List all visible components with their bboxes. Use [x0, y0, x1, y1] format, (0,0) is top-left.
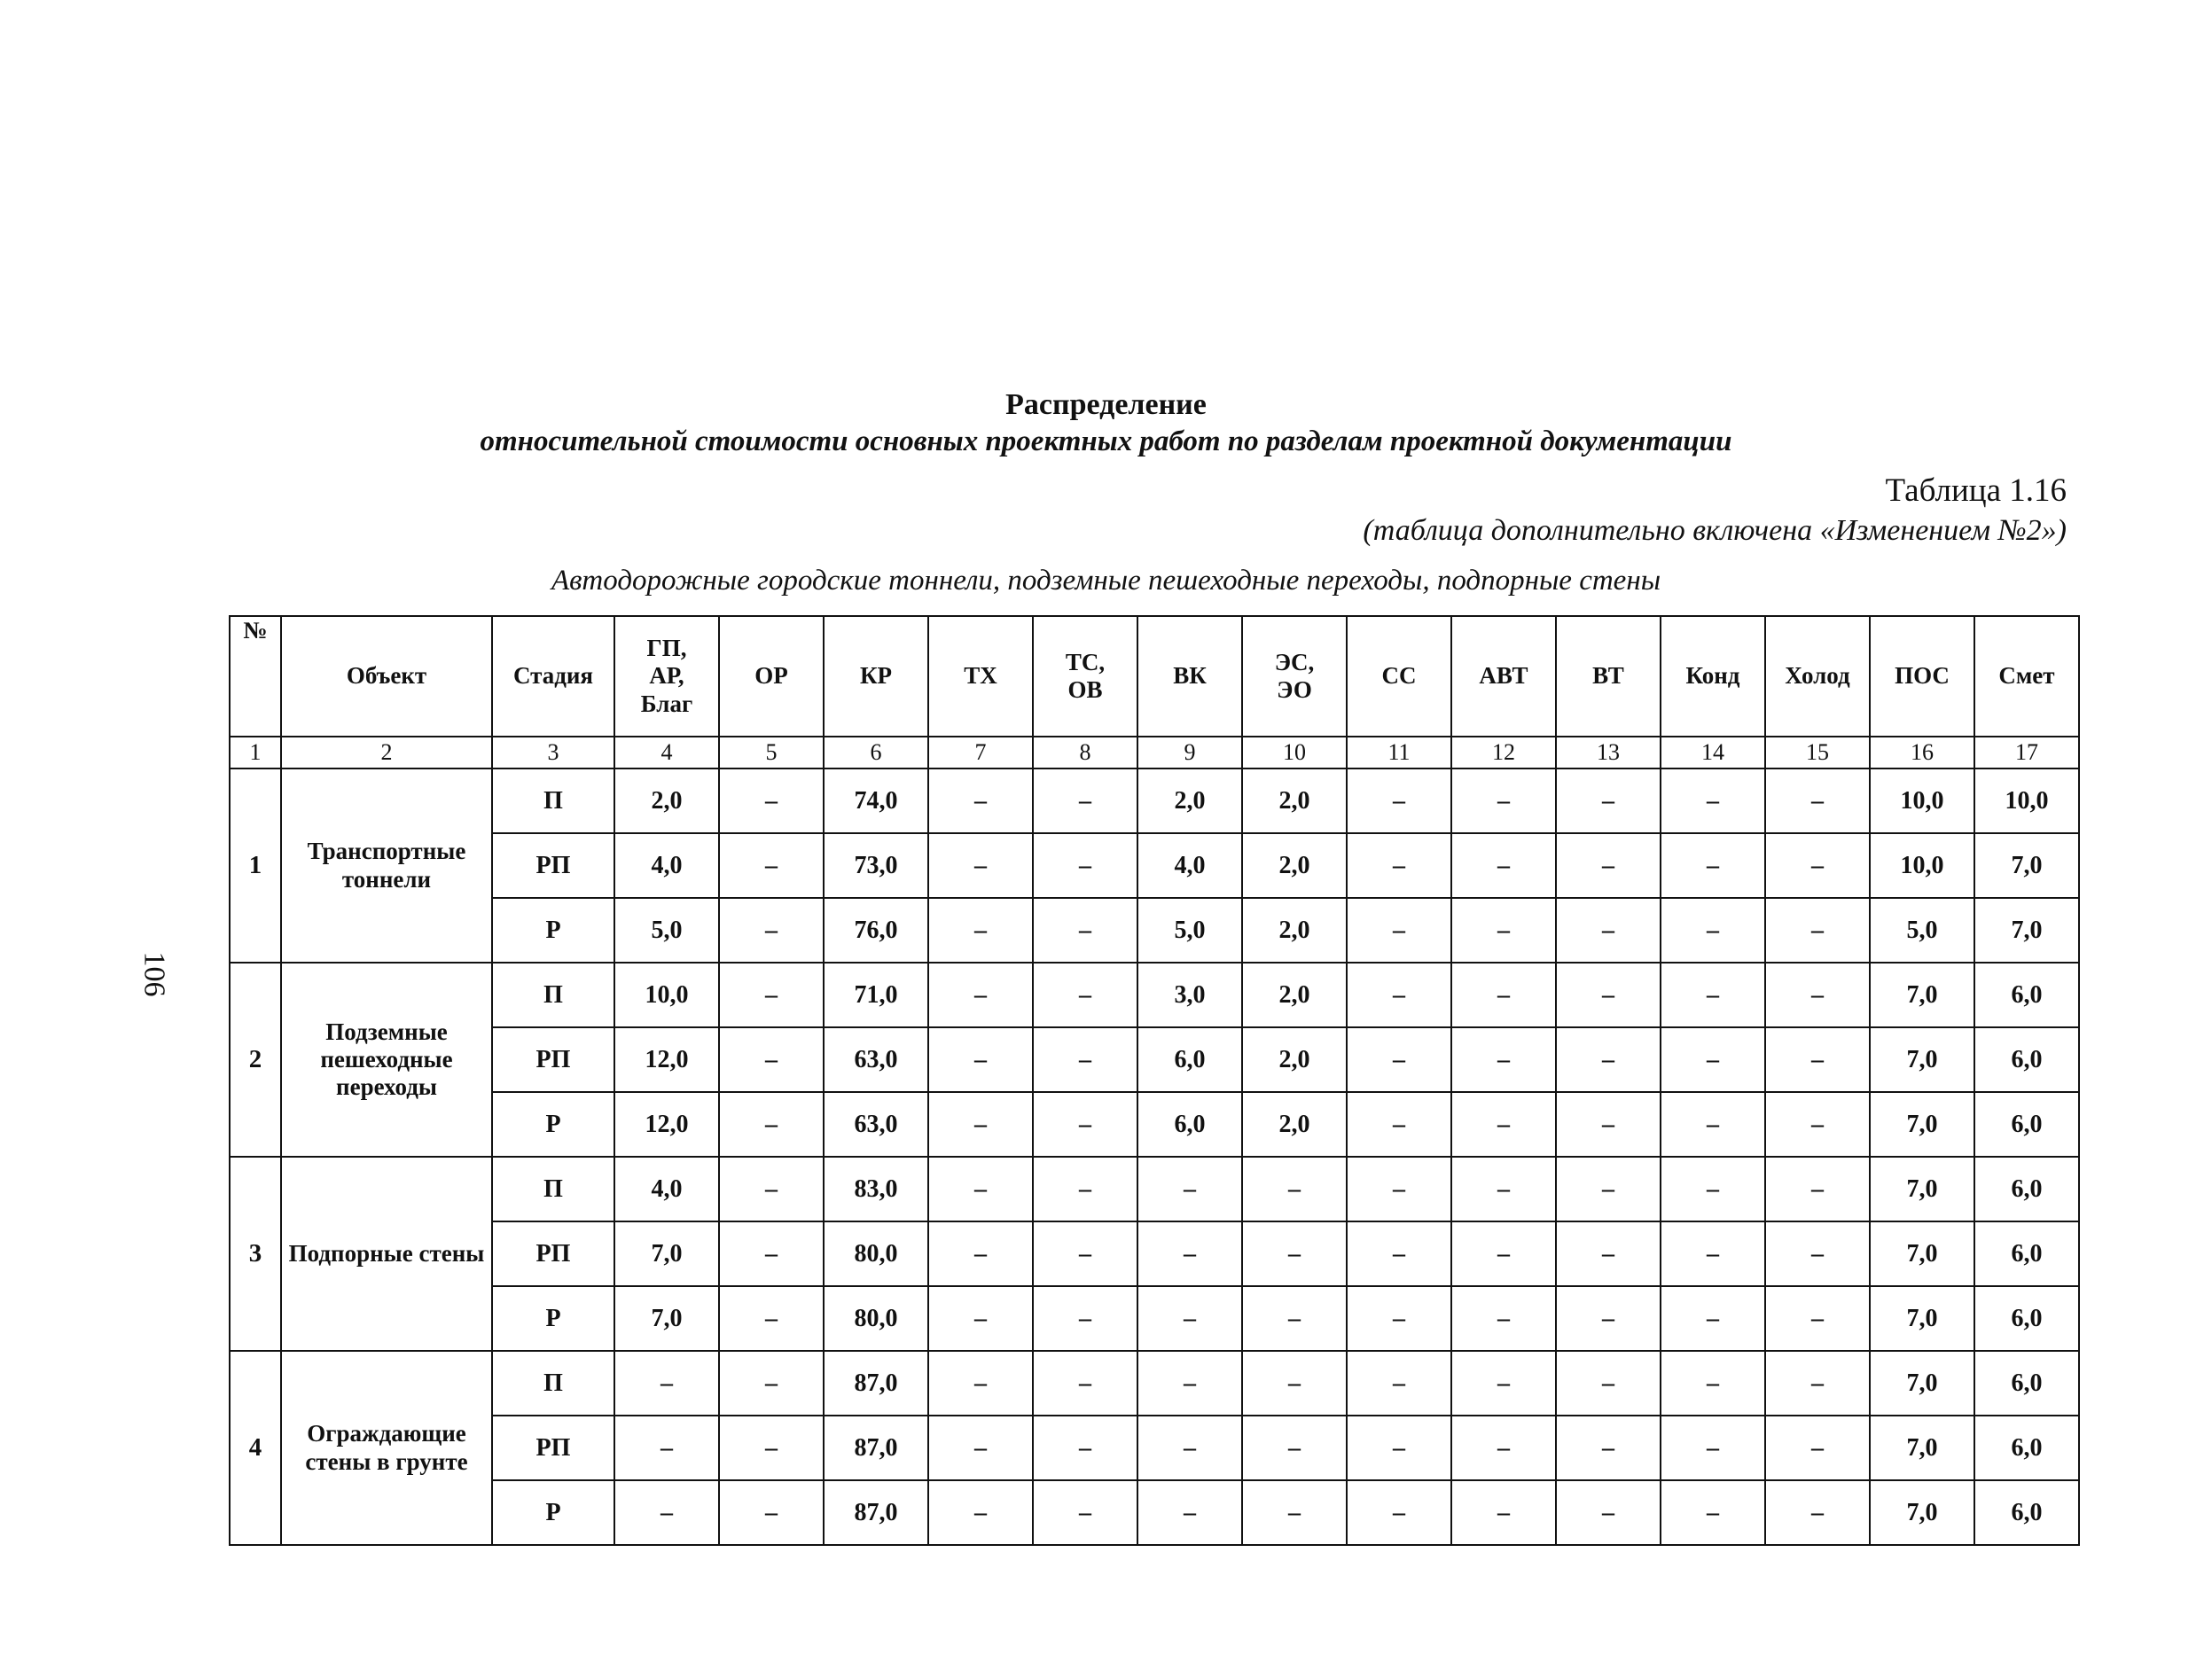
stage-cell: Р — [492, 1480, 614, 1545]
value-cell: – — [1556, 1480, 1661, 1545]
value-cell: 7,0 — [614, 1221, 719, 1286]
value-cell: – — [1765, 768, 1870, 833]
value-cell: – — [719, 1286, 824, 1351]
value-cell: – — [1661, 833, 1765, 898]
column-header: № — [230, 616, 281, 737]
value-cell: 63,0 — [824, 1027, 928, 1092]
value-cell: 80,0 — [824, 1221, 928, 1286]
value-cell: 10,0 — [1974, 768, 2079, 833]
value-cell: 76,0 — [824, 898, 928, 963]
value-cell: – — [1033, 833, 1137, 898]
stage-cell: Р — [492, 1092, 614, 1157]
value-cell: – — [719, 768, 824, 833]
column-number: 2 — [281, 737, 492, 768]
value-cell: – — [1661, 1416, 1765, 1480]
value-cell: 6,0 — [1974, 1480, 2079, 1545]
value-cell: – — [719, 1416, 824, 1480]
value-cell: – — [928, 1027, 1033, 1092]
value-cell: 4,0 — [614, 1157, 719, 1221]
value-cell: 2,0 — [1242, 963, 1347, 1027]
value-cell: – — [1347, 1351, 1451, 1416]
value-cell: 2,0 — [1242, 1092, 1347, 1157]
value-cell: – — [1347, 1092, 1451, 1157]
value-cell: – — [1556, 1286, 1661, 1351]
value-cell: 2,0 — [1137, 768, 1242, 833]
value-cell: – — [1347, 898, 1451, 963]
value-cell: – — [1033, 898, 1137, 963]
column-number: 15 — [1765, 737, 1870, 768]
value-cell: – — [1451, 1286, 1556, 1351]
value-cell: 7,0 — [1870, 1416, 1974, 1480]
value-cell: 6,0 — [1974, 1416, 2079, 1480]
value-cell: – — [1765, 1351, 1870, 1416]
value-cell: – — [614, 1416, 719, 1480]
value-cell: 7,0 — [614, 1286, 719, 1351]
value-cell: 10,0 — [1870, 833, 1974, 898]
column-number: 12 — [1451, 737, 1556, 768]
value-cell: – — [1661, 898, 1765, 963]
stage-cell: РП — [492, 1221, 614, 1286]
table-number: Таблица 1.16 — [1885, 472, 2067, 509]
value-cell: 5,0 — [614, 898, 719, 963]
column-header: АВТ — [1451, 616, 1556, 737]
value-cell: 10,0 — [1870, 768, 1974, 833]
value-cell: – — [1661, 963, 1765, 1027]
value-cell: – — [719, 1157, 824, 1221]
value-cell: – — [1661, 1092, 1765, 1157]
value-cell: – — [1033, 963, 1137, 1027]
value-cell: – — [1347, 1480, 1451, 1545]
value-cell: – — [1242, 1351, 1347, 1416]
value-cell: – — [1033, 1092, 1137, 1157]
value-cell: – — [1137, 1416, 1242, 1480]
value-cell: – — [1451, 963, 1556, 1027]
value-cell: 83,0 — [824, 1157, 928, 1221]
table-row — [230, 963, 2079, 1027]
value-cell: 5,0 — [1137, 898, 1242, 963]
value-cell: – — [1556, 768, 1661, 833]
value-cell: – — [1451, 898, 1556, 963]
column-number: 13 — [1556, 737, 1661, 768]
value-cell: – — [1033, 1351, 1137, 1416]
value-cell: – — [928, 1351, 1033, 1416]
table-row — [230, 1480, 2079, 1545]
value-cell: – — [1556, 1157, 1661, 1221]
value-cell: – — [928, 1416, 1033, 1480]
value-cell: 7,0 — [1870, 963, 1974, 1027]
table-row — [230, 1157, 2079, 1221]
value-cell: – — [1451, 1416, 1556, 1480]
object-number: 1 — [230, 768, 281, 963]
value-cell: – — [1765, 1092, 1870, 1157]
stage-cell: Р — [492, 1286, 614, 1351]
value-cell: 2,0 — [1242, 898, 1347, 963]
column-number: 14 — [1661, 737, 1765, 768]
column-number: 8 — [1033, 737, 1137, 768]
table-row — [230, 833, 2079, 898]
value-cell: – — [1661, 1221, 1765, 1286]
value-cell: – — [1137, 1157, 1242, 1221]
value-cell: – — [1242, 1221, 1347, 1286]
value-cell: – — [1765, 898, 1870, 963]
column-number: 10 — [1242, 737, 1347, 768]
column-number: 16 — [1870, 737, 1974, 768]
value-cell: 6,0 — [1974, 963, 2079, 1027]
value-cell: – — [719, 898, 824, 963]
value-cell: 87,0 — [824, 1480, 928, 1545]
table-note: (таблица дополнительно включена «Изменением №2») — [1363, 514, 2067, 547]
value-cell: – — [1451, 833, 1556, 898]
object-name: Ограждающие стены в грунте — [281, 1351, 492, 1545]
page-number: 106 — [137, 951, 171, 997]
value-cell: – — [1556, 963, 1661, 1027]
value-cell: – — [1556, 1092, 1661, 1157]
table-body — [230, 768, 2079, 1545]
value-cell: 4,0 — [614, 833, 719, 898]
value-cell: – — [1556, 1351, 1661, 1416]
value-cell: – — [1556, 1416, 1661, 1480]
value-cell: – — [1765, 1027, 1870, 1092]
value-cell: – — [928, 833, 1033, 898]
column-header: Стадия — [492, 616, 614, 737]
value-cell: 12,0 — [614, 1092, 719, 1157]
column-number: 9 — [1137, 737, 1242, 768]
value-cell: – — [1242, 1286, 1347, 1351]
stage-cell: РП — [492, 1027, 614, 1092]
value-cell: – — [1556, 898, 1661, 963]
table-row — [230, 1416, 2079, 1480]
value-cell: – — [1765, 1157, 1870, 1221]
value-cell: – — [1451, 1157, 1556, 1221]
document-title: Распределение — [1005, 388, 1207, 421]
value-cell: – — [1451, 768, 1556, 833]
value-cell: – — [719, 1351, 824, 1416]
object-number: 4 — [230, 1351, 281, 1545]
stage-cell: РП — [492, 833, 614, 898]
object-number: 3 — [230, 1157, 281, 1351]
value-cell: – — [1033, 1416, 1137, 1480]
object-name: Подпорные стены — [281, 1157, 492, 1351]
value-cell: – — [928, 1092, 1033, 1157]
value-cell: 7,0 — [1870, 1351, 1974, 1416]
value-cell: – — [1242, 1157, 1347, 1221]
value-cell: – — [1661, 1286, 1765, 1351]
value-cell: – — [1451, 1027, 1556, 1092]
value-cell: – — [928, 1480, 1033, 1545]
table-row — [230, 898, 2079, 963]
object-number: 2 — [230, 963, 281, 1157]
value-cell: 6,0 — [1974, 1027, 2079, 1092]
value-cell: – — [1347, 1221, 1451, 1286]
value-cell: – — [928, 898, 1033, 963]
value-cell: 6,0 — [1974, 1351, 2079, 1416]
value-cell: – — [1556, 1027, 1661, 1092]
value-cell: 12,0 — [614, 1027, 719, 1092]
column-number: 11 — [1347, 737, 1451, 768]
value-cell: – — [1033, 1286, 1137, 1351]
value-cell: – — [928, 1221, 1033, 1286]
value-cell: – — [1242, 1480, 1347, 1545]
value-cell: 7,0 — [1870, 1027, 1974, 1092]
value-cell: 3,0 — [1137, 963, 1242, 1027]
value-cell: – — [1033, 1157, 1137, 1221]
column-header: Объект — [281, 616, 492, 737]
stage-cell: П — [492, 1351, 614, 1416]
value-cell: – — [614, 1351, 719, 1416]
value-cell: 6,0 — [1974, 1157, 2079, 1221]
value-cell: – — [928, 1157, 1033, 1221]
value-cell: 10,0 — [614, 963, 719, 1027]
value-cell: 2,0 — [1242, 1027, 1347, 1092]
value-cell: – — [928, 963, 1033, 1027]
value-cell: 7,0 — [1974, 898, 2079, 963]
value-cell: – — [1451, 1092, 1556, 1157]
column-header: Конд — [1661, 616, 1765, 737]
value-cell: 7,0 — [1974, 833, 2079, 898]
value-cell: – — [1033, 1480, 1137, 1545]
object-name: Подземные пешеходные переходы — [281, 963, 492, 1157]
value-cell: – — [1347, 768, 1451, 833]
value-cell: – — [1556, 833, 1661, 898]
column-header: ЭС, ЭО — [1242, 616, 1347, 737]
value-cell: 73,0 — [824, 833, 928, 898]
value-cell: – — [1033, 1027, 1137, 1092]
cost-distribution-table — [229, 615, 2080, 1546]
column-header: ОР — [719, 616, 824, 737]
stage-cell: П — [492, 768, 614, 833]
value-cell: 5,0 — [1870, 898, 1974, 963]
value-cell: – — [1137, 1351, 1242, 1416]
value-cell: – — [1765, 833, 1870, 898]
column-number: 1 — [230, 737, 281, 768]
table-row — [230, 1351, 2079, 1416]
value-cell: – — [1765, 1286, 1870, 1351]
value-cell: 71,0 — [824, 963, 928, 1027]
value-cell: – — [1661, 1480, 1765, 1545]
column-header: КР — [824, 616, 928, 737]
column-header: ВТ — [1556, 616, 1661, 737]
value-cell: 6,0 — [1137, 1027, 1242, 1092]
object-name: Транспортные тоннели — [281, 768, 492, 963]
value-cell: – — [1765, 1416, 1870, 1480]
value-cell: – — [928, 768, 1033, 833]
value-cell: – — [719, 1092, 824, 1157]
table-row — [230, 1092, 2079, 1157]
column-header: ГП, АР, Благ — [614, 616, 719, 737]
value-cell: – — [1661, 1351, 1765, 1416]
value-cell: – — [719, 833, 824, 898]
column-header: ВК — [1137, 616, 1242, 737]
column-header: ТХ — [928, 616, 1033, 737]
value-cell: 80,0 — [824, 1286, 928, 1351]
value-cell: 7,0 — [1870, 1092, 1974, 1157]
value-cell: – — [1347, 1157, 1451, 1221]
value-cell: 7,0 — [1870, 1286, 1974, 1351]
value-cell: – — [928, 1286, 1033, 1351]
column-number: 5 — [719, 737, 824, 768]
value-cell: 2,0 — [1242, 768, 1347, 833]
value-cell: – — [1347, 1286, 1451, 1351]
value-cell: – — [614, 1480, 719, 1545]
value-cell: – — [1033, 768, 1137, 833]
stage-cell: Р — [492, 898, 614, 963]
value-cell: 2,0 — [614, 768, 719, 833]
value-cell: – — [1661, 1027, 1765, 1092]
value-cell: 87,0 — [824, 1416, 928, 1480]
value-cell: – — [1765, 1480, 1870, 1545]
value-cell: 7,0 — [1870, 1157, 1974, 1221]
table-row — [230, 1027, 2079, 1092]
column-header: СС — [1347, 616, 1451, 737]
value-cell: 6,0 — [1974, 1221, 2079, 1286]
value-cell: 7,0 — [1870, 1221, 1974, 1286]
value-cell: – — [1556, 1221, 1661, 1286]
table-row — [230, 768, 2079, 833]
table-caption: Автодорожные городские тоннели, подземные пешеходные переходы, подпорные стены — [551, 565, 1661, 597]
column-header: ТС, ОВ — [1033, 616, 1137, 737]
value-cell: – — [1451, 1351, 1556, 1416]
column-header: Холод — [1765, 616, 1870, 737]
value-cell: 7,0 — [1870, 1480, 1974, 1545]
value-cell: – — [1137, 1480, 1242, 1545]
header-row — [230, 616, 2079, 737]
value-cell: – — [1033, 1221, 1137, 1286]
table-row — [230, 1286, 2079, 1351]
value-cell: – — [1451, 1221, 1556, 1286]
document-subtitle-line: относительной стоимости основных проектных работ по разделам проектной документации — [480, 425, 1732, 457]
value-cell: – — [1765, 1221, 1870, 1286]
value-cell: 87,0 — [824, 1351, 928, 1416]
stage-cell: РП — [492, 1416, 614, 1480]
value-cell: – — [1347, 1416, 1451, 1480]
value-cell: 63,0 — [824, 1092, 928, 1157]
column-number: 6 — [824, 737, 928, 768]
value-cell: – — [719, 1027, 824, 1092]
value-cell: – — [1347, 833, 1451, 898]
column-number: 4 — [614, 737, 719, 768]
table-row — [230, 1221, 2079, 1286]
value-cell: – — [719, 1480, 824, 1545]
value-cell: 6,0 — [1974, 1092, 2079, 1157]
value-cell: – — [1347, 1027, 1451, 1092]
column-header: ПОС — [1870, 616, 1974, 737]
column-number: 17 — [1974, 737, 2079, 768]
value-cell: – — [1661, 1157, 1765, 1221]
column-number-row — [230, 737, 2079, 768]
stage-cell: П — [492, 963, 614, 1027]
value-cell: – — [719, 963, 824, 1027]
column-number: 3 — [492, 737, 614, 768]
value-cell: 2,0 — [1242, 833, 1347, 898]
value-cell: – — [1137, 1286, 1242, 1351]
value-cell: – — [719, 1221, 824, 1286]
stage-cell: П — [492, 1157, 614, 1221]
value-cell: – — [1347, 963, 1451, 1027]
value-cell: – — [1137, 1221, 1242, 1286]
value-cell: 6,0 — [1137, 1092, 1242, 1157]
value-cell: – — [1242, 1416, 1347, 1480]
value-cell: 4,0 — [1137, 833, 1242, 898]
value-cell: – — [1451, 1480, 1556, 1545]
value-cell: 6,0 — [1974, 1286, 2079, 1351]
column-number: 7 — [928, 737, 1033, 768]
value-cell: 74,0 — [824, 768, 928, 833]
value-cell: – — [1765, 963, 1870, 1027]
column-header: Смет — [1974, 616, 2079, 737]
value-cell: – — [1661, 768, 1765, 833]
